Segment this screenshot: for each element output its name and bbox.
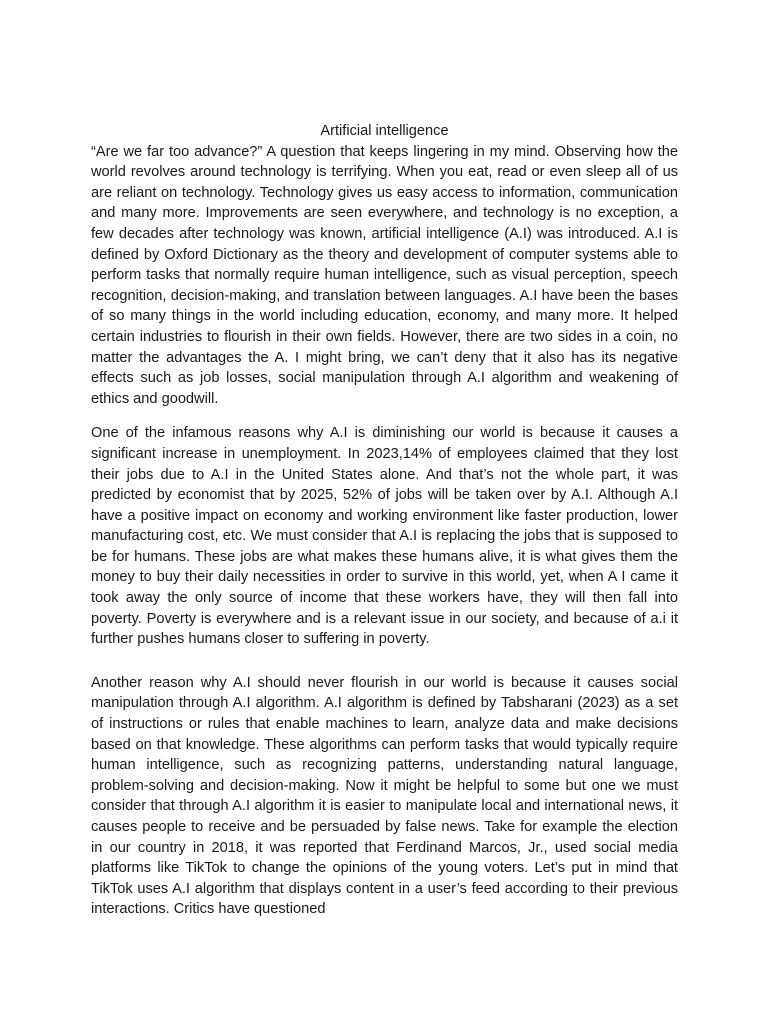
paragraph-social-manipulation: Another reason why A.I should never flourish in our world is because it causes social manipulation through A.I algorithm. A.I algorithm is defined by Tabsharani (2023) as a set of instructions or rules that enable machines to learn, analyze data and make decisions based on that knowledge. These algorithms can perform tasks that would typically require human intelligence, such as recognizing patterns, understanding natural language, problem-solving and decision-making. Now it might be helpful to some but one we must consider that through A.I algorithm it is easier to manipulate local and international news, it causes people to receive and be persuaded by false news. Take for example the election in our country in 2018, it was reported that Ferdinand Marcos, Jr., used social media platforms like TikTok to change the opinions of the young voters. Let’s put in mind that TikTok uses A.I algorithm that displays content in a user’s feed according to their previous interactions. Critics have questioned xyxy=(91,674,678,918)
document-body xyxy=(91,121,678,920)
paragraph-intro: “Are we far too advance?” A question that keeps lingering in my mind. Observing how the world revolves around technology is terrifying. When you eat, read or even sleep all of us are reliant on technology. Technology gives us easy access to information, communication and many more. Improvements are seen everywhere, and technology is no exception, a few decades after technology was known, artificial intelligence (A.I) was introduced. A.I is defined by Oxford Dictionary as the theory and development of computer systems able to perform tasks that normally require human intelligence, such as visual perception, speech recognition, decision-making, and translation between languages. A.I have been the bases of so many things in the world including education, economy, and many more. It helped certain industries to flourish in their own fields. However, there are two sides in a coin, no matter the advantages the A. I might bring, we can’t deny that it also has its negative effects such as job losses, social manipulation through A.I algorithm and weakening of ethics and goodwill. xyxy=(91,143,678,407)
document-title: Artificial intelligence xyxy=(320,123,449,139)
paragraph-unemployment: One of the infamous reasons why A.I is diminishing our world is because it causes a significant increase in unemployment. In 2023,14% of employees claimed that they lost their jobs due to A.I in the United States alone. And that’s not the whole part, it was predicted by economist that by 2025, 52% of jobs will be taken over by A.I. Although A.I have a positive impact on economy and working environment like faster production, lower manufacturing cost, etc. We must consider that A.I is replacing the jobs that is supposed to be for humans. These jobs are what makes these humans alive, it is what gives them the money to buy their daily necessities in order to survive in this world, yet, when A I came it took away the only source of income that these workers have, they will then fall into poverty. Poverty is everywhere and is a relevant issue in our society, and because of a.i it further pushes humans closer to suffering in poverty. xyxy=(91,425,678,648)
